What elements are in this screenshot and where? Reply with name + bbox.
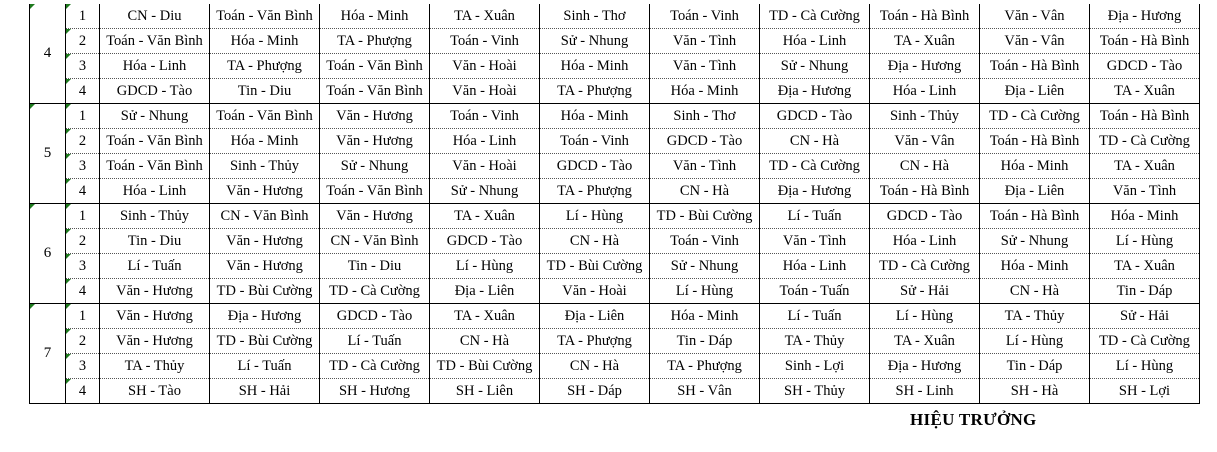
schedule-cell: Tin - Diu — [100, 229, 210, 254]
day-cell: 6 — [30, 204, 66, 304]
period-cell — [66, 29, 100, 54]
schedule-cell: Địa - Hương — [760, 179, 870, 204]
period-number: 1 — [78, 107, 87, 124]
schedule-cell: SH - Dáp — [540, 379, 650, 404]
schedule-cell: GDCD - Tào — [650, 129, 760, 154]
schedule-cell: Toán - Vinh — [430, 104, 540, 129]
schedule-cell: CN - Văn Bình — [320, 229, 430, 254]
schedule-cell: Tin - Diu — [320, 254, 430, 279]
period-number: 2 — [78, 132, 87, 149]
schedule-cell: TA - Xuân — [1090, 254, 1200, 279]
schedule-cell: Sử - Nhung — [540, 29, 650, 54]
period-cell — [66, 204, 100, 229]
timetable-row — [30, 104, 1200, 129]
schedule-cell: TD - Cà Cường — [760, 154, 870, 179]
period-number: 4 — [78, 82, 87, 99]
schedule-cell: Toán - Hà Bình — [870, 4, 980, 29]
schedule-cell: Lí - Hùng — [430, 254, 540, 279]
schedule-cell: TD - Bùi Cường — [540, 254, 650, 279]
timetable-row — [30, 154, 1200, 179]
period-number: 4 — [78, 282, 87, 299]
schedule-cell: Lí - Tuấn — [760, 204, 870, 229]
cell-marker-icon — [66, 79, 71, 84]
day-marker-icon — [30, 4, 35, 9]
schedule-cell: SH - Hải — [210, 379, 320, 404]
schedule-cell: Hóa - Minh — [650, 79, 760, 104]
schedule-cell: Sử - Nhung — [980, 229, 1090, 254]
period-number: 1 — [78, 307, 87, 324]
schedule-cell: TA - Xuân — [1090, 79, 1200, 104]
schedule-cell: Toán - Văn Bình — [320, 54, 430, 79]
timetable-row — [30, 29, 1200, 54]
schedule-cell: Văn - Hoài — [540, 279, 650, 304]
schedule-cell: Sử - Nhung — [320, 154, 430, 179]
period-number: 4 — [78, 382, 87, 399]
schedule-cell: GDCD - Tào — [100, 79, 210, 104]
period-cell — [66, 54, 100, 79]
timetable-row — [30, 204, 1200, 229]
schedule-cell: TD - Cà Cường — [1090, 329, 1200, 354]
schedule-cell: Lí - Hùng — [1090, 354, 1200, 379]
schedule-cell: CN - Hà — [430, 329, 540, 354]
cell-marker-icon — [66, 329, 71, 334]
schedule-cell: Sinh - Thơ — [650, 104, 760, 129]
schedule-cell: Toán - Văn Bình — [100, 29, 210, 54]
day-cell: 4 — [30, 4, 66, 104]
schedule-cell: CN - Văn Bình — [210, 204, 320, 229]
schedule-cell: TA - Xuân — [870, 29, 980, 54]
period-number: 2 — [78, 232, 87, 249]
schedule-cell: Toán - Hà Bình — [980, 204, 1090, 229]
cell-marker-icon — [66, 29, 71, 34]
cell-marker-icon — [66, 279, 71, 284]
schedule-cell: Hóa - Linh — [100, 54, 210, 79]
schedule-cell: Hóa - Linh — [760, 254, 870, 279]
schedule-cell: Văn - Hương — [320, 104, 430, 129]
schedule-cell: Toán - Tuấn — [760, 279, 870, 304]
schedule-cell: Lí - Hùng — [980, 329, 1090, 354]
timetable-row — [30, 354, 1200, 379]
schedule-cell: Hóa - Minh — [320, 4, 430, 29]
schedule-cell: SH - Vân — [650, 379, 760, 404]
schedule-cell: TD - Bùi Cường — [650, 204, 760, 229]
period-number: 3 — [78, 57, 87, 74]
cell-marker-icon — [66, 129, 71, 134]
timetable-row — [30, 279, 1200, 304]
schedule-cell: GDCD - Tào — [430, 229, 540, 254]
schedule-cell: Văn - Hương — [210, 179, 320, 204]
timetable-row — [30, 54, 1200, 79]
schedule-cell: TD - Cà Cường — [320, 354, 430, 379]
period-number: 2 — [78, 332, 87, 349]
schedule-cell: SH - Tào — [100, 379, 210, 404]
schedule-cell: TA - Thủy — [980, 304, 1090, 329]
period-number: 3 — [78, 357, 87, 374]
schedule-cell: Văn - Hương — [210, 254, 320, 279]
schedule-cell: Địa - Liên — [980, 179, 1090, 204]
schedule-cell: Hóa - Minh — [1090, 204, 1200, 229]
timetable-row — [30, 129, 1200, 154]
schedule-cell: TA - Thủy — [100, 354, 210, 379]
schedule-cell: TA - Xuân — [430, 4, 540, 29]
schedule-cell: GDCD - Tào — [870, 204, 980, 229]
timetable-row — [30, 304, 1200, 329]
schedule-cell: TD - Bùi Cường — [210, 329, 320, 354]
period-cell — [66, 104, 100, 129]
period-cell — [66, 129, 100, 154]
schedule-cell: Hóa - Minh — [650, 304, 760, 329]
schedule-cell: Văn - Hương — [100, 304, 210, 329]
schedule-cell: Sinh - Thủy — [210, 154, 320, 179]
schedule-cell: Địa - Hương — [1090, 4, 1200, 29]
schedule-cell: Địa - Hương — [760, 79, 870, 104]
schedule-cell: Sử - Hải — [1090, 304, 1200, 329]
period-cell — [66, 254, 100, 279]
schedule-cell: TA - Xuân — [870, 329, 980, 354]
day-marker-icon — [30, 104, 35, 109]
schedule-cell: Văn - Tình — [650, 29, 760, 54]
schedule-cell: Lí - Tuấn — [210, 354, 320, 379]
schedule-cell: Toán - Hà Bình — [980, 54, 1090, 79]
period-cell — [66, 379, 100, 404]
schedule-cell: Hóa - Linh — [870, 229, 980, 254]
day-marker-icon — [30, 204, 35, 209]
schedule-cell: Tin - Dáp — [980, 354, 1090, 379]
schedule-cell: SH - Linh — [870, 379, 980, 404]
schedule-cell: TA - Phượng — [320, 29, 430, 54]
schedule-cell: Văn - Vân — [980, 4, 1090, 29]
schedule-cell: Văn - Tình — [1090, 179, 1200, 204]
schedule-cell: Sinh - Thủy — [870, 104, 980, 129]
schedule-cell: Lí - Tuấn — [100, 254, 210, 279]
schedule-cell: Địa - Hương — [870, 54, 980, 79]
schedule-cell: TD - Cà Cường — [980, 104, 1090, 129]
schedule-cell: Lí - Tuấn — [760, 304, 870, 329]
schedule-cell: GDCD - Tào — [1090, 54, 1200, 79]
period-cell — [66, 354, 100, 379]
schedule-cell: Sử - Nhung — [760, 54, 870, 79]
schedule-cell: TD - Cà Cường — [870, 254, 980, 279]
timetable-row — [30, 179, 1200, 204]
schedule-cell: Hóa - Minh — [980, 254, 1090, 279]
schedule-cell: Văn - Hương — [100, 279, 210, 304]
schedule-cell: Toán - Vinh — [540, 129, 650, 154]
schedule-cell: Toán - Văn Bình — [320, 179, 430, 204]
schedule-cell: CN - Hà — [650, 179, 760, 204]
schedule-cell: SH - Hà — [980, 379, 1090, 404]
schedule-cell: Địa - Liên — [430, 279, 540, 304]
schedule-cell: Toán - Hà Bình — [870, 179, 980, 204]
timetable-row — [30, 4, 1200, 29]
schedule-cell: GDCD - Tào — [540, 154, 650, 179]
schedule-cell: Toán - Vinh — [650, 229, 760, 254]
schedule-cell: Toán - Văn Bình — [100, 154, 210, 179]
period-cell — [66, 179, 100, 204]
schedule-cell: TD - Cà Cường — [760, 4, 870, 29]
schedule-cell: Hóa - Linh — [870, 79, 980, 104]
schedule-cell: Lí - Tuấn — [320, 329, 430, 354]
cell-marker-icon — [66, 304, 71, 309]
schedule-cell: SH - Hương — [320, 379, 430, 404]
period-number: 3 — [78, 157, 87, 174]
timetable-row — [30, 379, 1200, 404]
schedule-cell: Văn - Hương — [210, 229, 320, 254]
schedule-cell: Hóa - Linh — [100, 179, 210, 204]
period-cell — [66, 279, 100, 304]
schedule-cell: Hóa - Minh — [210, 29, 320, 54]
schedule-cell: Lí - Hùng — [540, 204, 650, 229]
schedule-cell: Toán - Văn Bình — [320, 79, 430, 104]
schedule-cell: Văn - Tình — [650, 154, 760, 179]
cell-marker-icon — [66, 354, 71, 359]
schedule-cell: Văn - Hoài — [430, 54, 540, 79]
schedule-cell: Sinh - Thủy — [100, 204, 210, 229]
cell-marker-icon — [66, 379, 71, 384]
schedule-cell: Tin - Dáp — [650, 329, 760, 354]
schedule-cell: Văn - Vân — [980, 29, 1090, 54]
period-number: 2 — [78, 32, 87, 49]
day-cell: 5 — [30, 104, 66, 204]
schedule-cell: TA - Phượng — [650, 354, 760, 379]
schedule-cell: Địa - Hương — [210, 304, 320, 329]
schedule-cell: Văn - Hoài — [430, 79, 540, 104]
schedule-cell: GDCD - Tào — [320, 304, 430, 329]
schedule-cell: CN - Hà — [980, 279, 1090, 304]
principal-signature-label: HIỆU TRƯỞNG — [910, 410, 1037, 429]
cell-marker-icon — [66, 154, 71, 159]
schedule-cell: Địa - Hương — [870, 354, 980, 379]
schedule-cell: Sinh - Thơ — [540, 4, 650, 29]
schedule-cell: Hóa - Minh — [540, 104, 650, 129]
period-number: 1 — [78, 207, 87, 224]
schedule-cell: SH - Thủy — [760, 379, 870, 404]
schedule-cell: CN - Hà — [540, 229, 650, 254]
timetable-body — [30, 4, 1200, 404]
period-cell — [66, 79, 100, 104]
schedule-cell: Tin - Diu — [210, 79, 320, 104]
schedule-cell: Sử - Hải — [870, 279, 980, 304]
schedule-cell: CN - Hà — [870, 154, 980, 179]
schedule-cell: Tin - Dáp — [1090, 279, 1200, 304]
schedule-cell: Toán - Hà Bình — [1090, 104, 1200, 129]
period-cell — [66, 304, 100, 329]
period-cell — [66, 154, 100, 179]
schedule-cell: Hóa - Linh — [760, 29, 870, 54]
schedule-cell: Văn - Tình — [760, 229, 870, 254]
schedule-cell: Toán - Vinh — [650, 4, 760, 29]
schedule-cell: Sử - Nhung — [650, 254, 760, 279]
schedule-cell: Lí - Hùng — [870, 304, 980, 329]
schedule-cell: Văn - Hương — [320, 129, 430, 154]
schedule-cell: Địa - Liên — [980, 79, 1090, 104]
schedule-cell: Hóa - Linh — [430, 129, 540, 154]
schedule-cell: Sinh - Lợi — [760, 354, 870, 379]
schedule-cell: TA - Xuân — [430, 304, 540, 329]
schedule-cell: CN - Hà — [760, 129, 870, 154]
cell-marker-icon — [66, 229, 71, 234]
schedule-cell: Văn - Hương — [320, 204, 430, 229]
period-cell — [66, 4, 100, 29]
cell-marker-icon — [66, 104, 71, 109]
schedule-cell: Văn - Tình — [650, 54, 760, 79]
timetable — [29, 4, 1200, 404]
schedule-cell: Toán - Hà Bình — [1090, 29, 1200, 54]
schedule-cell: Hóa - Minh — [980, 154, 1090, 179]
schedule-cell: TD - Bùi Cường — [430, 354, 540, 379]
schedule-cell: Địa - Liên — [540, 304, 650, 329]
schedule-cell: Toán - Văn Bình — [210, 4, 320, 29]
timetable-row — [30, 254, 1200, 279]
schedule-cell: Hóa - Minh — [540, 54, 650, 79]
schedule-cell: TA - Phượng — [210, 54, 320, 79]
schedule-cell: Lí - Hùng — [650, 279, 760, 304]
schedule-cell: TA - Phượng — [540, 179, 650, 204]
schedule-cell: Toán - Văn Bình — [210, 104, 320, 129]
schedule-cell: SH - Liên — [430, 379, 540, 404]
schedule-cell: SH - Lợi — [1090, 379, 1200, 404]
cell-marker-icon — [66, 4, 71, 9]
period-cell — [66, 329, 100, 354]
timetable-row — [30, 229, 1200, 254]
period-number: 4 — [78, 182, 87, 199]
schedule-cell: Toán - Vinh — [430, 29, 540, 54]
period-number: 3 — [78, 257, 87, 274]
schedule-cell: CN - Hà — [540, 354, 650, 379]
schedule-cell: Lí - Hùng — [1090, 229, 1200, 254]
schedule-cell: Sử - Nhung — [430, 179, 540, 204]
schedule-cell: Văn - Vân — [870, 129, 980, 154]
day-cell: 7 — [30, 304, 66, 404]
schedule-cell: GDCD - Tào — [760, 104, 870, 129]
schedule-cell: TA - Xuân — [430, 204, 540, 229]
schedule-cell: Toán - Văn Bình — [100, 129, 210, 154]
day-marker-icon — [30, 304, 35, 309]
schedule-cell: Toán - Hà Bình — [980, 129, 1090, 154]
schedule-cell: Sử - Nhung — [100, 104, 210, 129]
schedule-cell: TA - Phượng — [540, 79, 650, 104]
cell-marker-icon — [66, 54, 71, 59]
schedule-cell: Văn - Hương — [100, 329, 210, 354]
schedule-cell: TD - Cà Cường — [320, 279, 430, 304]
schedule-cell: TA - Thủy — [760, 329, 870, 354]
schedule-cell: TD - Bùi Cường — [210, 279, 320, 304]
schedule-cell: TA - Xuân — [1090, 154, 1200, 179]
cell-marker-icon — [66, 179, 71, 184]
schedule-cell: Hóa - Minh — [210, 129, 320, 154]
schedule-cell: TD - Cà Cường — [1090, 129, 1200, 154]
schedule-cell: TA - Phượng — [540, 329, 650, 354]
cell-marker-icon — [66, 254, 71, 259]
schedule-cell: CN - Diu — [100, 4, 210, 29]
period-number: 1 — [78, 7, 87, 24]
cell-marker-icon — [66, 204, 71, 209]
schedule-cell: Văn - Hoài — [430, 154, 540, 179]
period-cell — [66, 229, 100, 254]
timetable-row — [30, 329, 1200, 354]
timetable-row — [30, 79, 1200, 104]
